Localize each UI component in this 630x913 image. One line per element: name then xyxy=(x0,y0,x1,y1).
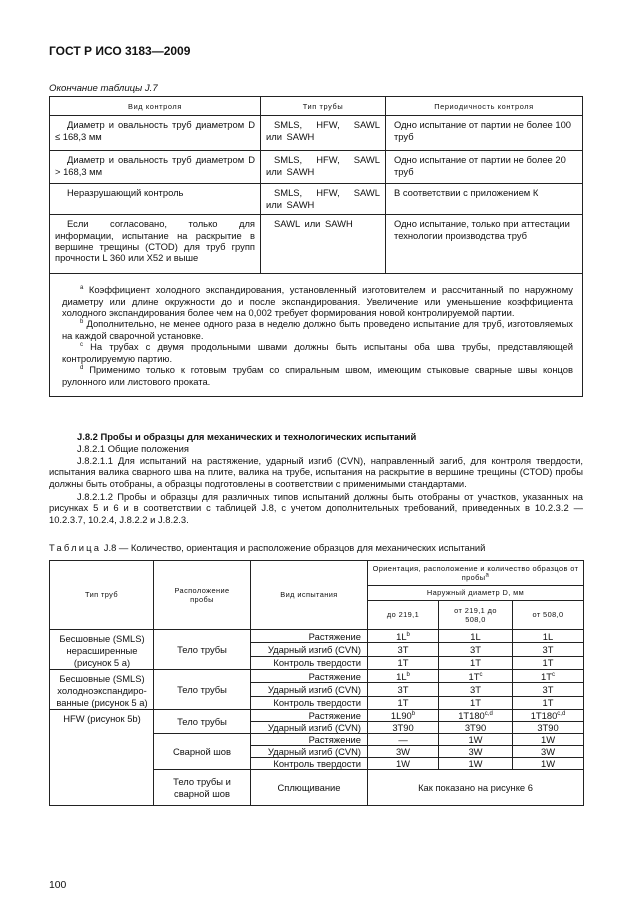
value-cell: 1W xyxy=(439,734,513,746)
footnote-c: $^c$ На трубах с двумя продольными швами должны быть испытаны оба шва трубы, представляющей контролируемую партию. xyxy=(62,341,574,364)
column-header: Периодичность контроля xyxy=(386,97,583,116)
document-header: ГОСТ Р ИСО 3183—2009 xyxy=(49,44,191,58)
value-cell: 1T180$^{c,d}$ xyxy=(439,710,513,722)
pipe-type-cell: SMLS, HFW, SAWL или SAWH xyxy=(261,151,386,184)
column-header: Тип трубы xyxy=(261,97,386,116)
value-cell: 3T90 xyxy=(439,722,513,734)
test-cell: Растяжение xyxy=(251,630,368,643)
location-cell: Тело трубы xyxy=(154,670,251,710)
pipe-type-cell: SAWL или SAWH xyxy=(261,215,386,274)
table-header-row xyxy=(50,97,583,116)
table-row xyxy=(50,630,584,643)
table-row xyxy=(50,184,583,215)
value-cell: 3T90 xyxy=(368,722,439,734)
value-cell: 1T xyxy=(368,696,439,709)
column-header: до 219,1 xyxy=(368,601,439,630)
frequency-cell: Одно испытание от партии не более 100 труб xyxy=(386,116,583,151)
location-cell: Тело трубы xyxy=(154,630,251,670)
pipe-type-cell: HFW (рисунок 5b) xyxy=(50,710,154,806)
page-number: 100 xyxy=(49,880,67,891)
pipe-type-cell: SMLS, HFW, SAWL или SAWH xyxy=(261,116,386,151)
value-cell: 3W xyxy=(439,746,513,758)
test-cell: Растяжение xyxy=(251,710,368,722)
table-row xyxy=(50,116,583,151)
value-cell: 1L xyxy=(513,630,584,643)
table-j7-caption: Окончание таблицы J.7 xyxy=(49,83,158,94)
footnote-d: $^d$ Применимо только к готовым трубам со спиральным швом, имеющим стыковые сварные швы концов рулонного или листового проката. xyxy=(62,364,574,387)
frequency-cell: В соответствии с приложением К xyxy=(386,184,583,215)
value-cell: 1W xyxy=(368,758,439,770)
pipe-type-cell: SMLS, HFW, SAWL или SAWH xyxy=(261,184,386,215)
table-notes-row xyxy=(50,274,583,397)
location-cell: Тело трубы xyxy=(154,710,251,734)
value-cell: 3T xyxy=(368,683,439,696)
value-cell: 1T xyxy=(368,656,439,669)
value-cell: 1T xyxy=(439,696,513,709)
pipe-type-cell: Бесшовные (SMLS) нерасширенные (рисунок 5 а) xyxy=(50,630,154,670)
value-cell: 3T xyxy=(439,643,513,656)
value-cell: 3T xyxy=(513,683,584,696)
test-cell: Контроль твердости xyxy=(251,758,368,770)
control-cell: Диаметр и овальность труб диаметром D > 168,3 мм xyxy=(50,151,261,184)
test-cell: Растяжение xyxy=(251,670,368,683)
column-header: Наружный диаметр D, мм xyxy=(368,586,584,601)
table-row xyxy=(50,215,583,274)
value-cell: — xyxy=(368,734,439,746)
table-header-row xyxy=(50,561,584,586)
value-cell: 3T90 xyxy=(513,722,584,734)
column-header: Расположение пробы xyxy=(154,561,251,630)
value-cell: 1T180$^{c,d}$ xyxy=(513,710,584,722)
test-cell: Ударный изгиб (CVN) xyxy=(251,643,368,656)
table-notes xyxy=(50,274,583,397)
value-cell: 1L xyxy=(439,630,513,643)
table-j7 xyxy=(49,96,583,397)
section-paragraph: J.8.2.1.2 Пробы и образцы для различных типов испытаний должны быть отобраны от участков, указанных на рисунках 5 и 6 и в соответствии с таблицей J.8, с учетом дополнительных требований, приведенных в 10.2.3.2 — 10.2.3.7, 10.2.4, J.8.2.2 и J.8.2.3. xyxy=(49,491,583,525)
table-row xyxy=(50,670,584,683)
column-header: Вид контроля xyxy=(50,97,261,116)
column-header: Вид испытания xyxy=(251,561,368,630)
value-cell: 3T xyxy=(439,683,513,696)
value-cell: $1T^c$ xyxy=(513,670,584,683)
footnote-b: $^b$ Дополнительно, не менее одного раза в неделю должно быть проведено испытание для труб, изготовляемых на каждой сварочной установке. xyxy=(62,318,573,341)
value-cell: 1T xyxy=(513,656,584,669)
value-cell: 1W xyxy=(513,758,584,770)
frequency-cell: Одно испытание от партии не более 20 труб xyxy=(386,151,583,184)
value-cell: 1T xyxy=(439,656,513,669)
frequency-cell: Одно испытание, только при аттестации технологии производства труб xyxy=(386,215,583,274)
table-row xyxy=(50,151,583,184)
footnote-a: $^a$ Коэффициент холодного экспандирования, установленный изготовителем и рассчитанный по наружному диаметру или длине окружности до и после экспандирования. Увеличение или уменьшение коэффициента холодного экспандирования более чем на 0,002 требует формирования новой контролируемой партии. xyxy=(62,284,573,318)
pipe-type-cell: Бесшовные (SMLS) холодноэкспандиро- ванные (рисунок 5 а) xyxy=(50,670,154,710)
value-cell: 1W xyxy=(513,734,584,746)
merged-value-cell: Как показано на рисунке 6 xyxy=(368,770,584,806)
value-cell: 1T xyxy=(513,696,584,709)
test-cell: Растяжение xyxy=(251,734,368,746)
column-header: Тип труб xyxy=(50,561,154,630)
column-header: от 508,0 xyxy=(513,601,584,630)
control-cell: Если согласовано, только для информации, испытание на раскрытие в вершине трещины (CTOD) для труб групп прочности L 360 или X52 и выше xyxy=(50,215,261,274)
test-cell: Ударный изгиб (CVN) xyxy=(251,722,368,734)
section-paragraph: J.8.2.1.1 Для испытаний на растяжение, ударный изгиб (CVN), направленный загиб, для контроля твердости, испытания валика сварного шва на плите, валика на трубе, испытания на раскрытие в вершине трещины (CTOD) пробы должны быть отобраны, а образцы подготовлены в соответствии с применимыми стандартами. xyxy=(49,455,583,489)
value-cell: 3W xyxy=(368,746,439,758)
value-cell: 3W xyxy=(513,746,584,758)
test-cell: Ударный изгиб (CVN) xyxy=(251,683,368,696)
column-header: Ориентация, расположение и количество образцов от пробы$^a$ xyxy=(368,561,584,586)
test-cell: Контроль твердости xyxy=(251,656,368,669)
control-cell: Диаметр и овальность труб диаметром D ≤ 168,3 мм xyxy=(50,116,261,151)
value-cell: 1L90$^b$ xyxy=(368,710,439,722)
table-row xyxy=(50,710,584,722)
test-cell: Ударный изгиб (CVN) xyxy=(251,746,368,758)
value-cell: $1T^c$ xyxy=(439,670,513,683)
test-cell: Контроль твердости xyxy=(251,696,368,709)
value-cell: 1W xyxy=(439,758,513,770)
value-cell: $1L^b$ xyxy=(368,670,439,683)
column-header: от 219,1 до 508,0 xyxy=(439,601,513,630)
location-cell: Сварной шов xyxy=(154,734,251,770)
test-cell: Сплющивание xyxy=(251,770,368,806)
section-title: J.8.2 Пробы и образцы для механических и технологических испытаний xyxy=(77,431,417,442)
value-cell: 3T xyxy=(368,643,439,656)
location-cell: Тело трубы и сварной шов xyxy=(154,770,251,806)
value-cell: 3T xyxy=(513,643,584,656)
control-cell: Неразрушающий контроль xyxy=(50,184,261,215)
table-j8 xyxy=(49,560,584,806)
section-subtitle: J.8.2.1 Общие положения xyxy=(77,443,189,454)
table-j8-caption: Таблица J.8 — Количество, ориентация и расположение образцов для механических испытаний xyxy=(49,542,486,553)
value-cell: $1L^b$ xyxy=(368,630,439,643)
